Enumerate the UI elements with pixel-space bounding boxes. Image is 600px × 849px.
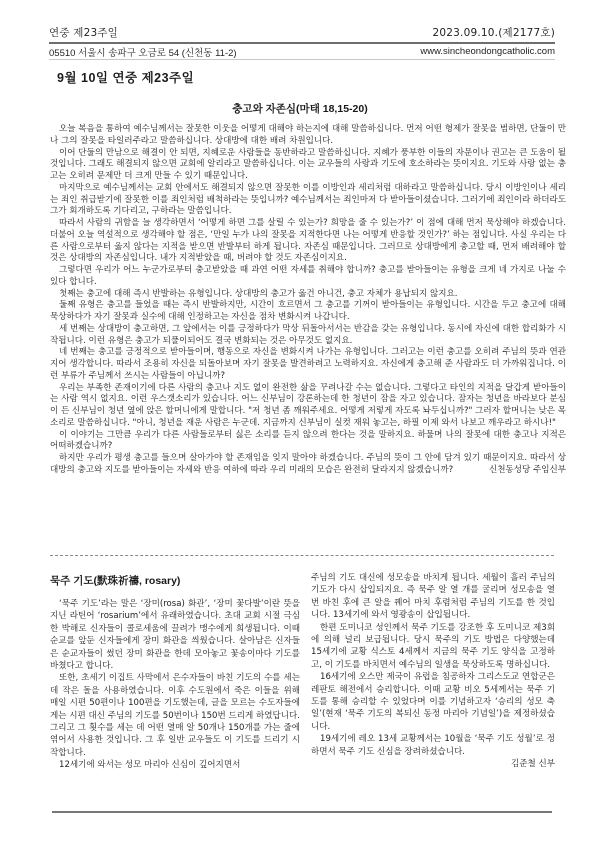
section-divider [50,555,554,556]
rosary-column-left [50,598,300,772]
article-paragraph [50,453,566,477]
parish-website[interactable]: www.sincheondongcatholic.com [420,46,555,57]
rosary-paragraph: 12세기에 와서는 성모 마리아 신심이 깊어지면서 [59,760,241,771]
week-label: 연중 제23주일 [49,27,119,39]
rosary-paragraph: 또한, 초세기 이집트 사막에서 은수자들이 바친 기도의 수를 세는 데 작은 돌을 사용하였습니다. 이후 수도원에서 죽은 이들을 위해 매일 시편 50편이나 100편을 기도했는데, 글을 모르는 수도자들에게는 시편 대신 주님의 기도를 50번이나 150번 드리게 하였답니다. 그리고 그 횟수를 세는 데 어떤 열매 알 50개나 150개를 가는 줄에 엮어서 사용한 것입니다. 그 후 일반 교우들도 이 기도를 드리기 시작합니다. [50,673,300,758]
rosary-section-title: 묵주 기도(默珠祈禱, rosary) [50,575,181,587]
article-paragraph: 이 이야기는 그만큼 우리가 다른 사람들로부터 싫은 소리를 듣지 않으려 한다는 것을 말하지요. 하물며 나의 잘못에 대한 충고나 지적은 어떠하겠습니까? [50,429,566,452]
article-paragraph: 오늘 복음을 통하여 예수님께서는 잘못한 이웃을 어떻게 대해야 하는지에 대해 말씀하십니다. 먼저 어떤 형제가 잘못을 범하면, 단둘이 만나 그의 잘못을 타일러주라고 말씀하십니다. 상대방에 대한 배려 차원입니다. [50,124,566,146]
article-paragraph: 네 번째는 충고를 긍정적으로 받아들이며, 행동으로 자신을 변화시켜 나가는 유형입니다. 그러고는 이런 충고를 오히려 주님의 뜻과 연관 지어 생각합니다. 따라서 조용히 자신을 되돌아보며 자기 잘못을 발견하려고 노력하지요. 자신에게 충고해 준 사람과도 더 가까워집니다. 이런 부류가 주님께서 쓰시는 사람들이 아닙니까? [50,347,566,381]
article-paragraph: 둘째 유형은 충고를 들었을 때는 즉시 반발하지만, 시간이 흐르면서 그 충고를 기꺼이 받아들이는 유형입니다. 시간을 두고 충고에 대해 묵상하다가 자기 잘못과 실수에 대해 인정하고는 자신을 점차 변화시켜 나갑니다. [50,300,566,322]
issue-date: 2023.09.10.(제2177호) [432,27,555,39]
article-title: 충고와 자존심(마태 18,15-20) [232,103,368,115]
article-paragraph: 세 번째는 상대방이 충고하면, 그 앞에서는 이를 긍정하다가 막상 뒤돌아서서는 반감을 갖는 유형입니다. 동시에 자신에 대한 합리화가 시작됩니다. 이런 유형은 충고가 되풀이되어도 결국 변화되는 것은 아무것도 없지요. [50,323,566,346]
rosary-paragraph: 19세기에 레오 13세 교황께서는 10월을 ‘묵주 기도 성월’로 정하면서 묵주 기도 신심을 장려하셨습니다. [311,734,555,757]
article-signature: 신천동성당 주임신부 [488,464,566,475]
rosary-column-right [311,572,555,771]
page-header [49,24,555,60]
header-bottom-row [49,44,555,59]
article-paragraph: 마지막으로 예수님께서는 교회 안에서도 해결되지 않으면 잘못한 이를 이방인과 세리처럼 대하라고 말씀하십니다. 당시 이방인이나 세리는 죄인 취급받기에 잘못한 이를 죄인처럼 배척하라는 뜻입니까? 예수님께서는 죄인마저 다 받아들이셨습니다. 그러기에 죄인이라 하더라도 그가 회개하도록 기다리고, 구하라는 말씀입니다. [50,182,566,217]
issue-title: 9월 10일 연중 제23주일 [57,71,195,85]
article-closing-text: 하지만 우리가 평생 충고를 들으며 살아가야 할 존재임을 잊지 말아야 하겠습니다. 주님의 뜻이 그 안에 담겨 있기 때문이지요. 따라서 상대방의 충고와 지도를 받아들이는 자세와 반응 여하에 따라 우리 미래의 모습은 완전히 달라지지 않겠습니까? [50,453,566,475]
article-paragraph: 따라서 사람의 귀함을 늘 생각하면서 ‘어떻게 하면 그를 살릴 수 있는가? 희망을 줄 수 있는가?’ 이 점에 대해 먼저 묵상해야 하겠습니다. 더불어 오늘 역설적으로 생각해야 할 점은, ‘만일 누가 나의 잘못을 지적한다면 나는 어떻게 반응할 것인가?’ 하는 점입니다. 사실 우리는 다른 사람으로부터 옳지 않다는 지적을 받으면 반발부터 하게 됩니다. 자존심 때문입니다. 그러므로 상대방에게 충고할 때, 먼저 배려해야 할 것은 상대방의 자존심입니다. 내가 지적받았을 때, 버려야 할 것도 자존심이지요. [50,218,566,264]
article-paragraph: 이어 단둘의 만남으로 해결이 안 되면, 지혜로운 사람들을 동반하라고 말씀하십니다. 지혜가 풍부한 이들의 자문이나 권고는 큰 도움이 될 것입니다. 그래도 해결되지 않으면 교회에 알리라고 말씀하십니다. 이는 교우들의 사랑과 기도에 호소하라는 뜻이지요. 기도와 사랑 없는 충고는 오히려 문제만 더 크게 만들 수 있기 때문입니다. [50,147,566,181]
header-thin-divider [49,59,555,60]
rosary-paragraph: 16세기에 오스만 제국이 유럽을 침공하자 그리스도교 연합군은 레판토 해전에서 승리합니다. 이때 교황 비오 5세께서는 묵주 기도를 통해 승리할 수 있었다며 이를 기념하고자 ‘승리의 성모 축일’(현재 ‘묵주 기도의 복되신 동정 마리아 기념일’)을 제정하셨습니다. [311,672,555,732]
rosary-signature: 김준철 신부 [511,759,555,770]
homily-article [50,124,566,477]
footer-divider [52,811,552,813]
article-paragraph: 우리는 부족한 존재이기에 다른 사람의 충고나 지도 없이 완전한 삶을 꾸려나갈 수는 없습니다. 그렇다고 타인의 지적을 달갑게 받아들이는 사람 역시 없지요. 이런 우스갯소리가 있습니다. 어느 신부님이 강론하는데 한 청년이 잠을 자고 있습니다. 잠자는 청년을 바라보다 분심이 든 신부님이 청년 옆에 앉은 할머니에게 말합니다. "저 청년 좀 깨워주세요. 어떻게 저렇게 자도록 놔두십니까?" 그러자 할머니는 낮은 목소리로 말씀하십니다. "아니, 청년을 재운 사람은 누군데. 지금까지 신부님이 실컷 재워 놓고는, 하필 이제 와서 나보고 깨우라고 하시나!" [50,382,566,428]
rosary-paragraph: 주님의 기도 대신에 성모송을 바치게 됩니다. 세월이 흘러 주님의 기도가 다시 삽입되지요. 즉 묵주 알 열 개를 굴리며 성모송을 열 번 바친 후에 큰 알을 꿰어 마치 후렴처럼 주님의 기도를 한 것입니다. 13세기에 와서 영광송이 삽입됩니다. [311,573,555,621]
article-paragraph: 첫째는 충고에 대해 즉시 반발하는 유형입니다. 상대방의 충고가 옳건 아니건, 충고 자체가 용납되지 않지요. [59,288,458,299]
rosary-paragraph: 한편 도미니코 성인께서 묵주 기도를 강조한 후 도미니코 제3회에 의해 널리 보급됩니다. 당시 묵주의 기도 방법은 다양했는데 15세기에 교황 식스토 4세께서 지금의 묵주 기도 양식을 고정하고, 이 기도를 바치면서 예수님의 일생을 묵상하도록 명하십니다. [311,622,555,670]
article-paragraph: 그렇다면 우리가 어느 누군가로부터 충고받았을 때 과연 어떤 자세를 취해야 합니까? 충고를 받아들이는 유형을 크게 네 가지로 나눌 수 있다 합니다. [50,265,566,287]
parish-address: 05510 서울시 송파구 오금로 54 (신천동 11-2) [49,47,237,59]
header-top-row [49,24,555,40]
rosary-paragraph: ‘묵주 기도’라는 말은 ‘장미(rosa) 화관’, ‘장미 꽃다발’이란 뜻을 지닌 라틴어 ‘rosarium’에서 유래하였습니다. 초대 교회 시절 극심한 박해로 신자들이 콜로세움에 끌려가 맹수에게 희생됩니다. 이때 순교를 앞둔 신자들에게 장미 화관을 씌웠습니다. 살아남은 신자들은 순교자들이 썼던 장미 화관을 한데 모아놓고 꽃송이마다 기도를 바쳤다고 합니다. [50,599,300,672]
